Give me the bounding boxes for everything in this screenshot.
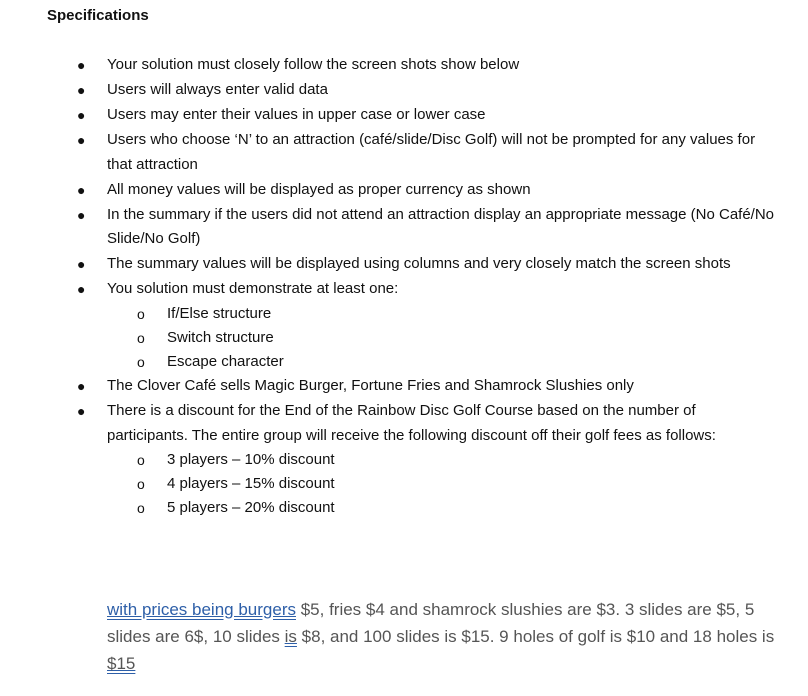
sub-bullet-icon: o [137,500,145,516]
bullet-icon: ● [77,378,86,394]
list-item-text: All money values will be displayed as proper currency as shown [107,180,531,198]
list-item [0,128,808,177]
list-item-text: Your solution must closely follow the screen shots show below [107,56,520,73]
sub-bullet-icon: o [137,476,145,492]
list-item [0,252,808,277]
list-item-text: The summary values will be displayed using columns and very closely match the screen shots [107,255,731,272]
list-item [0,374,808,399]
sub-list-item-text: 3 players – 10% discount [167,451,335,468]
list-item [0,277,808,374]
list-item [0,399,808,520]
bullet-icon: ● [77,403,86,419]
sub-list-item-text: Switch structure [167,328,274,346]
sub-list-item-text: If/Else structure [167,304,272,322]
bullet-icon: ● [77,206,86,223]
list-item [0,78,808,103]
sub-list-item [137,472,778,496]
list-item [0,103,808,128]
prices-flagged-word: is [284,627,297,646]
sub-list-item-text: Escape character [167,352,284,370]
sub-list-item [137,350,778,374]
prices-flagged-word: $15 [107,654,136,673]
sub-bullet-icon: o [137,452,145,468]
list-item-text: You solution must demonstrate at least one: [107,280,399,297]
bullet-icon: ● [77,281,86,297]
list-item [0,203,808,252]
specifications-list [0,53,808,521]
sub-list-item-text: 4 players – 15% discount [167,475,335,492]
list-item-text: There is a discount for the End of the Rainbow Disc Golf Course based on the number of participants. The entire group will receive the following discount off their golf fees as follows: [107,402,716,444]
prices-text: $8, and 100 slides is $15. 9 holes of golf is $10 and 18 holes is [296,627,775,646]
bullet-icon: ● [77,256,86,272]
list-item-text: Users will always enter valid data [107,81,328,98]
sub-bullet-icon: o [137,305,145,322]
list-item-text: Users who choose ‘N’ to an attraction (café/slide/Disc Golf) will not be prompted for any values for that attraction [107,131,756,173]
sub-list [107,448,778,520]
sub-list-item [137,302,778,326]
bullet-icon: ● [77,107,86,123]
prices-intro-text: with prices being burgers [107,600,296,619]
bullet-icon: ● [77,57,86,73]
list-item-text: The Clover Café sells Magic Burger, Fortune Fries and Shamrock Slushies only [107,377,634,394]
bullet-icon: ● [77,82,86,98]
bullet-icon: ● [77,181,86,198]
sub-list-item [137,448,778,472]
sub-list-item-text: 5 players – 20% discount [167,499,335,516]
list-item-text: Users may enter their values in upper case or lower case [107,106,486,123]
bullet-icon: ● [77,132,86,148]
sub-list-item [137,326,778,350]
prices-paragraph [107,596,779,677]
sub-bullet-icon: o [137,353,145,370]
sub-list-item [137,496,778,520]
sub-bullet-icon: o [137,329,145,346]
sub-list [107,302,778,374]
page-title: Specifications [47,7,149,24]
prices-text: $5, fries $4 and shamrock slushies are $3. 3 slides are $5, 5 slides are 6$, 10 slides [107,600,755,646]
list-item [0,178,808,203]
list-item-text: In the summary if the users did not attend an attraction display an appropriate message (No Café/No Slide/No Golf) [107,205,775,247]
list-item [0,53,808,78]
